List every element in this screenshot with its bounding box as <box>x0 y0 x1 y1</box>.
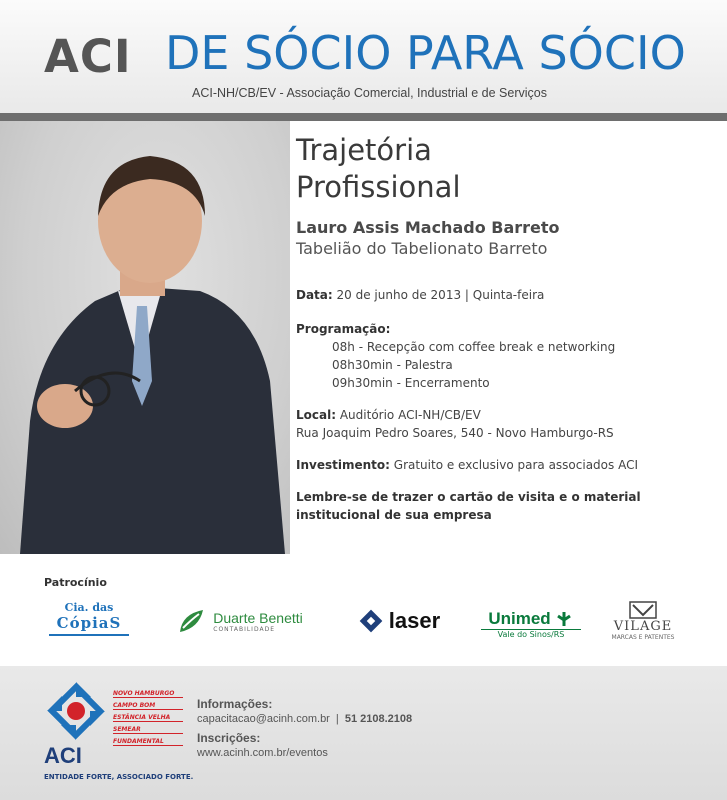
header-subtitle: ACI-NH/CB/EV - Associação Comercial, Industrial e de Serviços <box>192 86 547 100</box>
laser-diamond-icon <box>357 607 385 635</box>
footer-aci-logo: ACI <box>44 743 82 768</box>
sponsors-label: Patrocínio <box>44 576 107 589</box>
sponsor-logo-unimed[interactable] <box>478 604 584 644</box>
event-title-line1: Trajetória <box>296 133 432 167</box>
cities-list <box>113 690 183 746</box>
reminder-text: Lembre-se de trazer o cartão de visita e o material institucional de sua empresa <box>296 490 641 522</box>
program-label-row <box>296 320 716 338</box>
city-item: NOVO HAMBURGO <box>113 690 183 698</box>
duarte-sub: CONTABILIDADE <box>213 625 275 633</box>
speaker-illustration <box>0 121 290 554</box>
contact-block <box>197 697 412 759</box>
speaker-photo <box>0 121 290 554</box>
investment-label: Investimento: <box>296 458 390 472</box>
program-item: 08h - Recepção com coffee break e networking <box>332 340 616 354</box>
signup-link[interactable]: www.acinh.com.br/eventos <box>197 747 328 759</box>
city-item: CAMPO BOM <box>113 702 183 710</box>
speaker-name: Lauro Assis Machado Barreto <box>296 218 560 237</box>
address: Rua Joaquim Pedro Soares, 540 - Novo Hamburgo-RS <box>296 426 614 440</box>
speaker-role: Tabelião do Tabelionato Barreto <box>296 239 548 258</box>
sponsor-logo-copias[interactable] <box>44 592 134 644</box>
page-title: DE SÓCIO PARA SÓCIO <box>165 26 686 80</box>
sponsor-logo-vilage[interactable] <box>602 598 684 644</box>
program-label: Programação: <box>296 322 391 336</box>
contact-phone: 51 2108.2108 <box>344 713 413 725</box>
program-item: 09h30min - Encerramento <box>332 376 490 390</box>
divider-bar <box>0 113 727 121</box>
aci-logo: ACI <box>44 30 132 83</box>
event-details <box>296 132 716 524</box>
city-item: ESTÂNCIA VELHA <box>113 714 183 722</box>
info-label: Informações: <box>197 697 273 711</box>
unimed-sub: Vale do Sinos/RS <box>497 630 565 639</box>
investment-row <box>296 456 716 474</box>
copias-line1: Cia. das <box>64 600 114 614</box>
program-item: 08h30min - Palestra <box>332 358 453 372</box>
sponsor-logo-laser[interactable] <box>346 604 451 638</box>
date-label: Data: <box>296 288 333 302</box>
aci-emblem-icon <box>45 680 107 742</box>
duarte-leaf-icon <box>177 606 207 636</box>
signup-label: Inscrições: <box>197 731 261 745</box>
vilage-icon <box>628 601 658 619</box>
vilage-name: VILAGE <box>613 619 673 634</box>
contact-email[interactable]: capacitacao@acinh.com.br <box>197 713 330 725</box>
footer-slogan: ENTIDADE FORTE, ASSOCIADO FORTE. <box>44 773 194 781</box>
city-item: SEMEAR <box>113 726 183 734</box>
unimed-tree-icon <box>554 610 574 628</box>
event-title-line2: Profissional <box>296 170 461 204</box>
header-banner <box>0 0 727 113</box>
laser-name: laser <box>388 608 441 633</box>
unimed-name: Unimed <box>488 609 551 628</box>
sponsor-logo-duarte[interactable] <box>165 604 315 638</box>
local-value: Auditório ACI-NH/CB/EV <box>339 408 481 422</box>
duarte-name: Duarte Benetti <box>213 609 303 626</box>
phone-separator: | <box>335 713 339 725</box>
date-row <box>296 286 716 304</box>
city-item: FUNDAMENTAL <box>113 738 183 746</box>
vilage-sub: MARCAS E PATENTES <box>611 634 675 641</box>
copias-line2: CópiaS <box>56 613 122 632</box>
investment-value: Gratuito e exclusivo para associados ACI <box>393 458 638 472</box>
local-row <box>296 406 716 424</box>
local-label: Local: <box>296 408 337 422</box>
copias-underline <box>49 634 129 636</box>
date-value: 20 de junho de 2013 | Quinta-feira <box>336 288 545 302</box>
